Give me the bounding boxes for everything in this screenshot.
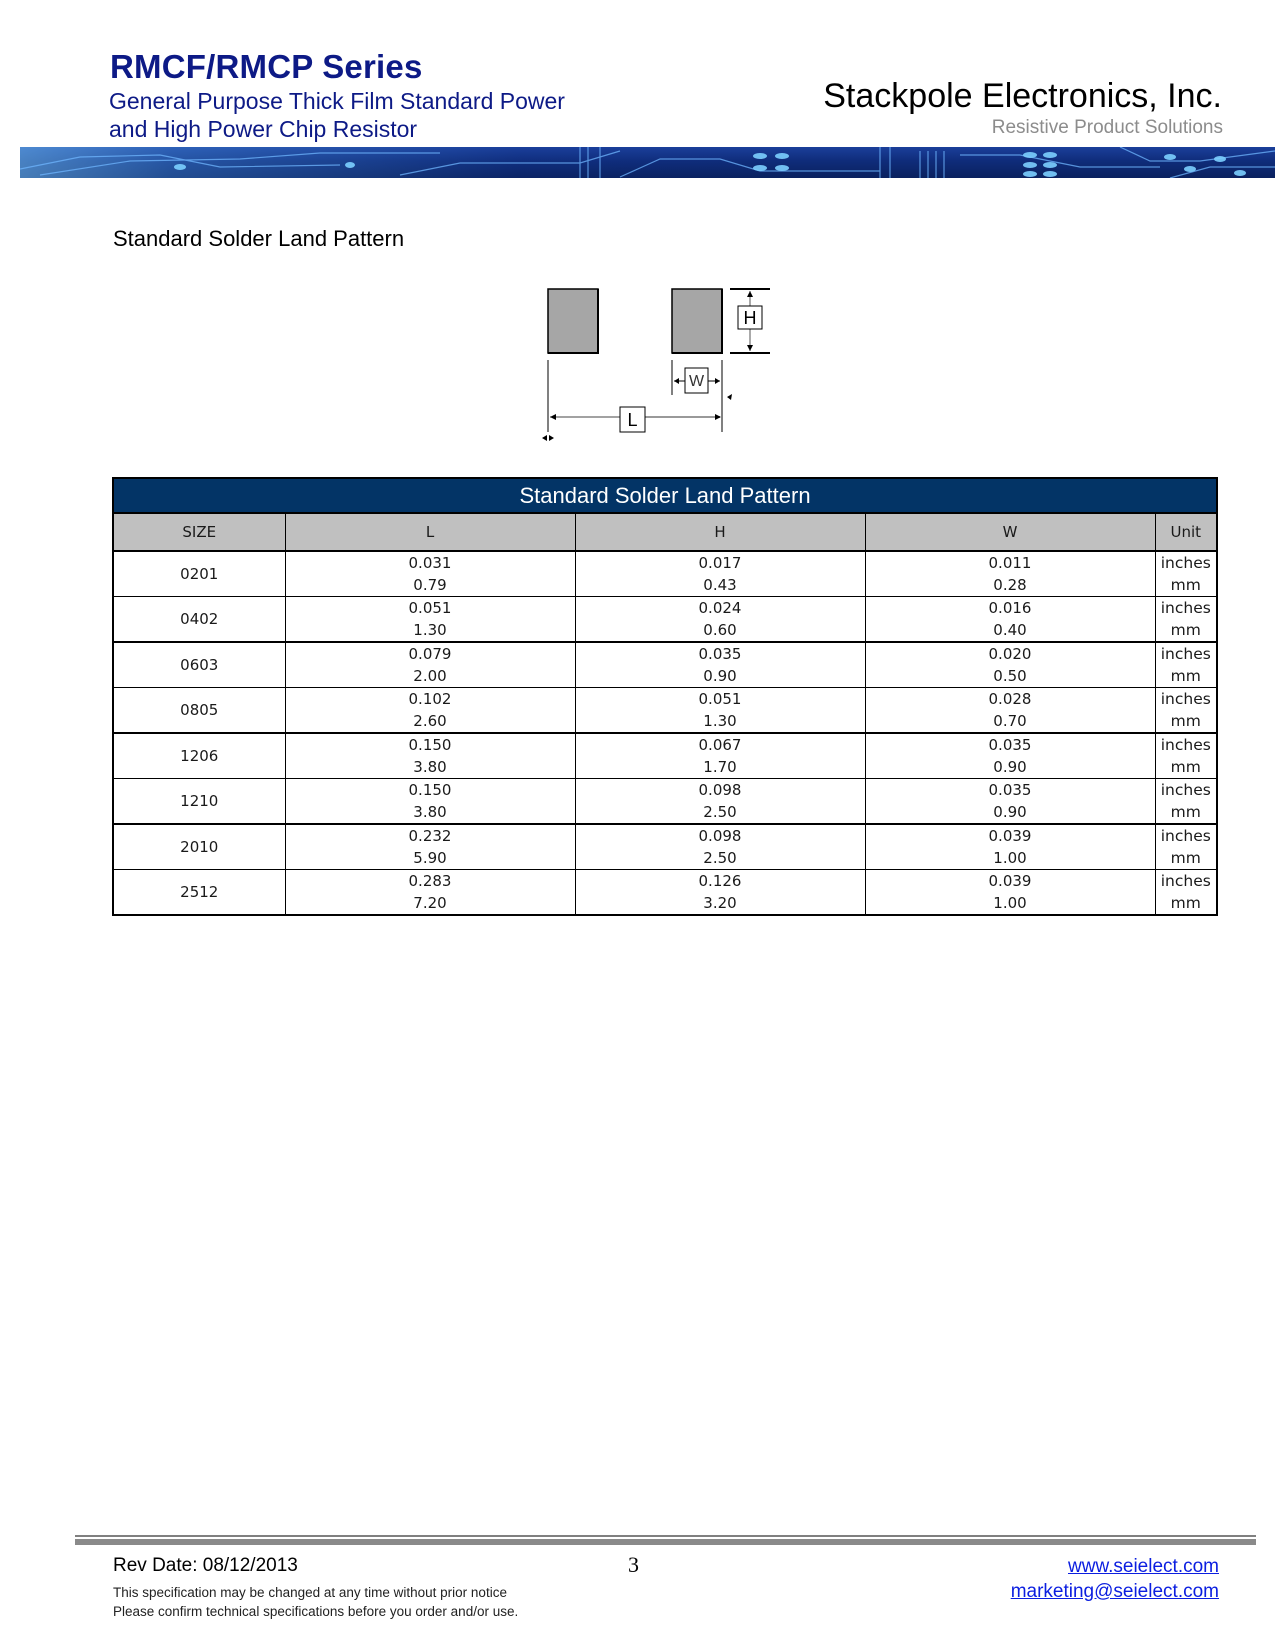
- w-cell: [865, 551, 1155, 597]
- l-mm: 3.80: [413, 758, 447, 776]
- table-row: [113, 597, 1217, 643]
- l-inches: 0.031: [408, 554, 452, 572]
- w-mm: 1.00: [993, 849, 1027, 867]
- w-inches: 0.016: [988, 599, 1032, 617]
- unit-cell: [1155, 597, 1217, 643]
- column-header-unit: Unit: [1155, 513, 1217, 551]
- unit-inches: inches: [1160, 781, 1211, 799]
- h-label: H: [743, 308, 757, 328]
- h-mm: 0.90: [703, 667, 737, 685]
- w-inches: 0.011: [988, 554, 1032, 572]
- left-pad: [548, 289, 598, 353]
- disclaimer-line1: This specification may be changed at any time without prior notice: [113, 1585, 507, 1600]
- h-mm: 1.70: [703, 758, 737, 776]
- section-heading: Standard Solder Land Pattern: [113, 226, 405, 251]
- w-cell: [865, 688, 1155, 734]
- table-row: [113, 688, 1217, 734]
- h-cell: [575, 551, 865, 597]
- l-cell: [285, 642, 575, 688]
- h-inches: 0.051: [698, 690, 742, 708]
- w-cell: [865, 597, 1155, 643]
- h-cell: [575, 733, 865, 779]
- unit-cell: [1155, 824, 1217, 870]
- l-cell: [285, 824, 575, 870]
- l-inches: 0.283: [408, 872, 452, 890]
- h-inches: 0.067: [698, 736, 742, 754]
- w-cell: [865, 779, 1155, 825]
- h-mm: 2.50: [703, 849, 737, 867]
- unit-inches: inches: [1160, 690, 1211, 708]
- h-mm: 1.30: [703, 712, 737, 730]
- h-mm: 2.50: [703, 803, 737, 821]
- land-pattern-table: [112, 477, 1218, 916]
- l-mm: 2.60: [413, 712, 447, 730]
- w-mm: 0.70: [993, 712, 1027, 730]
- w-inches: 0.035: [988, 736, 1032, 754]
- unit-inches: inches: [1160, 827, 1211, 845]
- size-cell: 0805: [113, 688, 285, 734]
- company-tagline: Resistive Product Solutions: [991, 117, 1223, 138]
- l-cell: [285, 597, 575, 643]
- w-mm: 0.28: [993, 576, 1027, 594]
- unit-cell: [1155, 870, 1217, 916]
- unit-inches: inches: [1160, 554, 1211, 572]
- column-header-w: W: [865, 513, 1155, 551]
- w-mm: 0.90: [993, 803, 1027, 821]
- l-inches: 0.150: [408, 736, 452, 754]
- l-cell: [285, 551, 575, 597]
- table-header-row: [113, 513, 1217, 551]
- circuit-pattern-icon: [20, 147, 1275, 178]
- l-mm: 1.30: [413, 621, 447, 639]
- w-inches: 0.028: [988, 690, 1032, 708]
- size-cell: 0603: [113, 642, 285, 688]
- l-inches: 0.079: [408, 645, 452, 663]
- column-header-size: SIZE: [113, 513, 285, 551]
- w-inches: 0.039: [988, 872, 1032, 890]
- h-inches: 0.126: [698, 872, 742, 890]
- right-pad: [672, 289, 722, 353]
- l-mm: 2.00: [413, 667, 447, 685]
- w-inches: 0.035: [988, 781, 1032, 799]
- footer-divider-thick: [75, 1539, 1256, 1545]
- unit-cell: [1155, 779, 1217, 825]
- series-subtitle-line2: and High Power Chip Resistor: [109, 116, 418, 142]
- h-inches: 0.098: [698, 827, 742, 845]
- table-row: [113, 870, 1217, 916]
- unit-cell: [1155, 688, 1217, 734]
- email-link[interactable]: marketing@seielect.com: [1010, 1581, 1219, 1602]
- h-cell: [575, 824, 865, 870]
- table-row: [113, 733, 1217, 779]
- l-inches: 0.102: [408, 690, 452, 708]
- unit-mm: mm: [1170, 712, 1201, 730]
- unit-inches: inches: [1160, 872, 1211, 890]
- w-mm: 1.00: [993, 894, 1027, 912]
- l-mm: 3.80: [413, 803, 447, 821]
- size-cell: 2010: [113, 824, 285, 870]
- l-inches: 0.051: [408, 599, 452, 617]
- table-row: [113, 642, 1217, 688]
- unit-mm: mm: [1170, 758, 1201, 776]
- l-cell: [285, 733, 575, 779]
- size-cell: 0402: [113, 597, 285, 643]
- column-header-h: H: [575, 513, 865, 551]
- unit-mm: mm: [1170, 803, 1201, 821]
- l-cell: [285, 688, 575, 734]
- column-header-l: L: [285, 513, 575, 551]
- l-inches: 0.232: [408, 827, 452, 845]
- l-inches: 0.150: [408, 781, 452, 799]
- w-mm: 0.40: [993, 621, 1027, 639]
- unit-inches: inches: [1160, 645, 1211, 663]
- l-label: L: [627, 410, 638, 430]
- page-number: 3: [628, 1552, 639, 1577]
- size-cell: 1210: [113, 779, 285, 825]
- unit-mm: mm: [1170, 894, 1201, 912]
- h-cell: [575, 642, 865, 688]
- h-inches: 0.035: [698, 645, 742, 663]
- h-cell: [575, 597, 865, 643]
- w-label: W: [688, 373, 705, 390]
- h-inches: 0.098: [698, 781, 742, 799]
- h-inches: 0.017: [698, 554, 742, 572]
- unit-inches: inches: [1160, 736, 1211, 754]
- disclaimer-line2: Please confirm technical specifications before you order and/or use.: [113, 1604, 519, 1619]
- h-cell: [575, 779, 865, 825]
- w-inches: 0.039: [988, 827, 1032, 845]
- h-mm: 3.20: [703, 894, 737, 912]
- series-title: RMCF/RMCP Series: [110, 48, 423, 85]
- h-mm: 0.43: [703, 576, 737, 594]
- l-cell: [285, 870, 575, 916]
- unit-mm: mm: [1170, 576, 1201, 594]
- series-subtitle-line1: General Purpose Thick Film Standard Power: [109, 88, 565, 114]
- l-mm: 0.79: [413, 576, 447, 594]
- h-cell: [575, 870, 865, 916]
- table-title: Standard Solder Land Pattern: [113, 478, 1217, 513]
- w-cell: [865, 870, 1155, 916]
- w-cell: [865, 642, 1155, 688]
- w-inches: 0.020: [988, 645, 1032, 663]
- size-cell: 0201: [113, 551, 285, 597]
- rev-date: Rev Date: 08/12/2013: [113, 1555, 298, 1576]
- land-pattern-diagram: [520, 270, 800, 450]
- unit-cell: [1155, 551, 1217, 597]
- company-name: Stackpole Electronics, Inc.: [823, 77, 1222, 115]
- h-inches: 0.024: [698, 599, 742, 617]
- table-row: [113, 824, 1217, 870]
- circuit-board-banner: [20, 147, 1275, 178]
- unit-cell: [1155, 642, 1217, 688]
- w-mm: 0.90: [993, 758, 1027, 776]
- unit-mm: mm: [1170, 667, 1201, 685]
- website-link[interactable]: www.seielect.com: [1068, 1556, 1219, 1577]
- size-cell: 1206: [113, 733, 285, 779]
- unit-mm: mm: [1170, 849, 1201, 867]
- unit-cell: [1155, 733, 1217, 779]
- h-mm: 0.60: [703, 621, 737, 639]
- unit-mm: mm: [1170, 621, 1201, 639]
- l-mm: 5.90: [413, 849, 447, 867]
- w-cell: [865, 733, 1155, 779]
- l-cell: [285, 779, 575, 825]
- table-row: [113, 779, 1217, 825]
- table-row: [113, 551, 1217, 597]
- w-mm: 0.50: [993, 667, 1027, 685]
- footer-divider-thin: [75, 1535, 1256, 1537]
- size-cell: 2512: [113, 870, 285, 916]
- h-cell: [575, 688, 865, 734]
- l-mm: 7.20: [413, 894, 447, 912]
- w-cell: [865, 824, 1155, 870]
- unit-inches: inches: [1160, 599, 1211, 617]
